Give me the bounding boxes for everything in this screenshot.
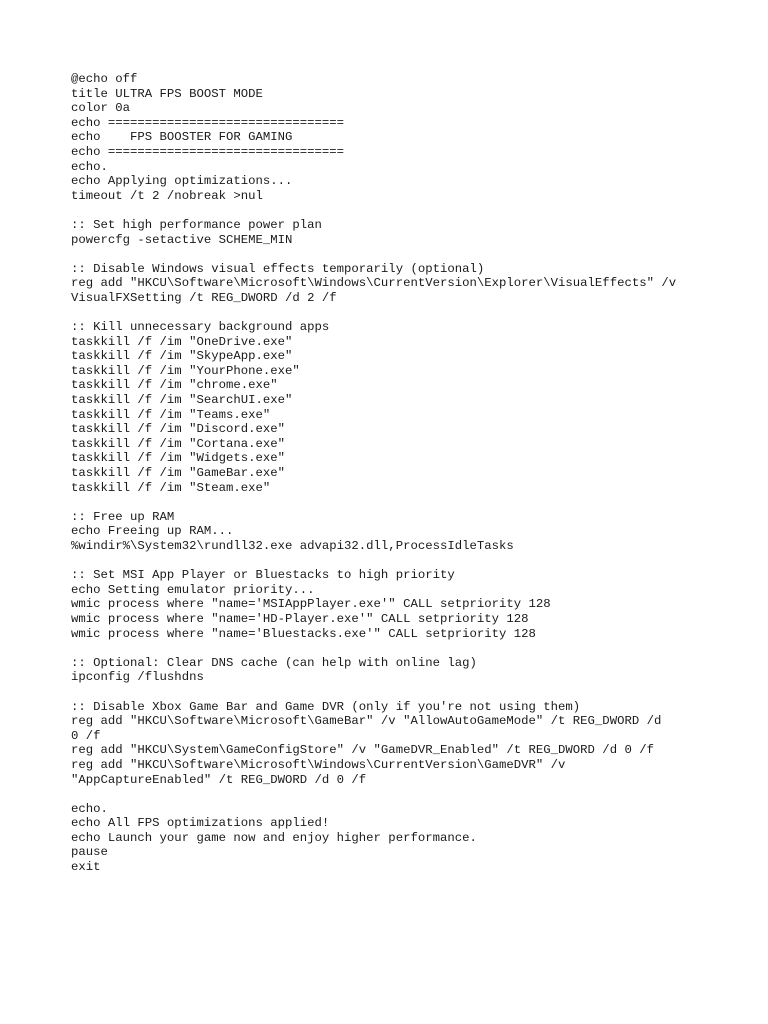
- code-line: pause: [71, 845, 108, 860]
- batch-script-text: [71, 72, 751, 875]
- code-line: taskkill /f /im "Widgets.exe": [71, 451, 286, 466]
- code-line: [71, 203, 751, 218]
- code-line: reg add "HKCU\Software\Microsoft\Windows\CurrentVersion\GameDVR" /v: [71, 757, 566, 772]
- code-line: "AppCaptureEnabled" /t REG_DWORD /d 0 /f: [71, 772, 367, 787]
- code-line: taskkill /f /im "SkypeApp.exe": [71, 349, 293, 364]
- code-line: 0 /f: [71, 728, 101, 743]
- code-line: taskkill /f /im "Steam.exe": [71, 480, 271, 495]
- code-line: title ULTRA FPS BOOST MODE: [71, 86, 263, 101]
- code-line: timeout /t 2 /nobreak >nul: [71, 188, 263, 203]
- code-line: taskkill /f /im "Cortana.exe": [71, 436, 286, 451]
- code-line: taskkill /f /im "OneDrive.exe": [71, 334, 293, 349]
- code-line: :: Set MSI App Player or Bluestacks to high priority: [71, 568, 455, 583]
- code-line: [71, 554, 751, 569]
- code-line: [71, 306, 751, 321]
- code-line: wmic process where "name='HD-Player.exe'" CALL setpriority 128: [71, 611, 529, 626]
- code-line: taskkill /f /im "Discord.exe": [71, 422, 286, 437]
- code-line: taskkill /f /im "Teams.exe": [71, 407, 271, 422]
- code-line: echo FPS BOOSTER FOR GAMING: [71, 130, 293, 145]
- code-line: echo Setting emulator priority...: [71, 582, 315, 597]
- code-line: :: Kill unnecessary background apps: [71, 320, 330, 335]
- code-line: echo.: [71, 159, 108, 174]
- code-line: :: Set high performance power plan: [71, 217, 322, 232]
- code-line: :: Disable Xbox Game Bar and Game DVR (only if you're not using them): [71, 699, 581, 714]
- code-line: :: Optional: Clear DNS cache (can help with online lag): [71, 655, 477, 670]
- code-line: echo Freeing up RAM...: [71, 524, 234, 539]
- code-line: %windir%\System32\rundll32.exe advapi32.dll,ProcessIdleTasks: [71, 539, 514, 553]
- code-line: echo All FPS optimizations applied!: [71, 816, 330, 831]
- code-line: @echo off: [71, 72, 138, 86]
- code-line: taskkill /f /im "chrome.exe": [71, 378, 278, 393]
- code-line: echo ================================: [71, 115, 345, 130]
- code-line: exit: [71, 860, 101, 875]
- code-line: :: Disable Windows visual effects temporarily (optional): [71, 261, 485, 276]
- code-line: [71, 685, 751, 700]
- code-line: [71, 247, 751, 262]
- code-line: wmic process where "name='MSIAppPlayer.exe'" CALL setpriority 128: [71, 597, 551, 612]
- code-line: taskkill /f /im "SearchUI.exe": [71, 393, 293, 408]
- code-line: echo Launch your game now and enjoy higher performance.: [71, 830, 477, 845]
- code-line: powercfg -setactive SCHEME_MIN: [71, 232, 293, 247]
- code-line: reg add "HKCU\System\GameConfigStore" /v "GameDVR_Enabled" /t REG_DWORD /d 0 /f: [71, 743, 654, 758]
- code-line: wmic process where "name='Bluestacks.exe'" CALL setpriority 128: [71, 626, 536, 641]
- code-line: color 0a: [71, 101, 131, 116]
- code-line: VisualFXSetting /t REG_DWORD /d 2 /f: [71, 290, 337, 305]
- code-line: echo ================================: [71, 144, 345, 159]
- code-line: :: Free up RAM: [71, 509, 175, 524]
- code-line: echo Applying optimizations...: [71, 174, 293, 189]
- code-line: taskkill /f /im "YourPhone.exe": [71, 363, 300, 378]
- code-line: echo.: [71, 801, 108, 816]
- code-line: [71, 495, 751, 510]
- code-line: reg add "HKCU\Software\Microsoft\GameBar" /v "AllowAutoGameMode" /t REG_DWORD /d: [71, 714, 662, 729]
- code-line: [71, 787, 751, 802]
- code-line: taskkill /f /im "GameBar.exe": [71, 466, 286, 481]
- code-line: ipconfig /flushdns: [71, 670, 204, 685]
- code-line: [71, 641, 751, 656]
- code-line: reg add "HKCU\Software\Microsoft\Windows\CurrentVersion\Explorer\VisualEffects" /v: [71, 276, 677, 291]
